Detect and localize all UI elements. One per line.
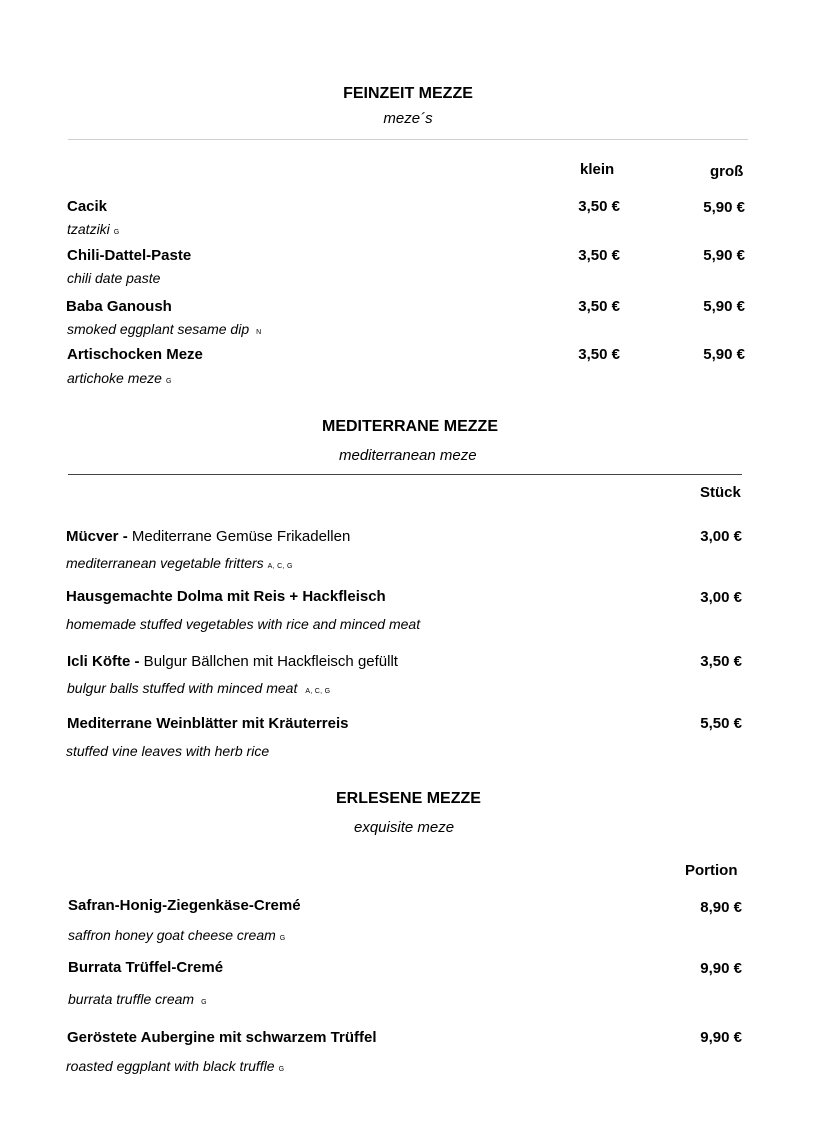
allergen-codes: G <box>165 378 172 385</box>
menu-item-description: homemade stuffed vegetables with rice and minced meat <box>66 616 421 632</box>
menu-item-name: Mücver - Mediterrane Gemüse Frikadellen <box>66 528 351 545</box>
price-small: 3,50 € <box>578 346 620 363</box>
price: 5,50 € <box>700 715 742 732</box>
menu-item-description: roasted eggplant with black truffle G <box>66 1058 285 1074</box>
menu-item-name: Baba Ganoush <box>66 298 172 315</box>
menu-item-description: burrata truffle cream G <box>68 991 207 1007</box>
allergen-codes: N <box>256 329 262 336</box>
allergen-codes: G <box>113 229 120 236</box>
allergen-codes: A, C, G <box>267 563 293 570</box>
section-title-feinzeit: FEINZEIT MEZZE <box>343 85 473 102</box>
column-header-small: klein <box>580 161 615 178</box>
menu-item-name: Burrata Trüffel-Cremé <box>68 959 224 976</box>
menu-item-name: Artischocken Meze <box>67 346 203 363</box>
price-small: 3,50 € <box>578 198 620 215</box>
price-large: 5,90 € <box>703 346 745 363</box>
menu-item-name: Icli Köfte - Bulgur Bällchen mit Hackfleisch gefüllt <box>67 653 398 670</box>
column-header-portion: Portion <box>685 862 738 879</box>
menu-item-name: Geröstete Aubergine mit schwarzem Trüffel <box>67 1029 377 1046</box>
menu-item-description: tzatziki G <box>67 221 120 237</box>
allergen-codes: G <box>279 935 286 942</box>
menu-item-description: smoked eggplant sesame dip N <box>67 321 262 337</box>
menu-item-name: Safran-Honig-Ziegenkäse-Cremé <box>68 897 301 914</box>
price: 8,90 € <box>700 899 742 916</box>
price-small: 3,50 € <box>578 247 620 264</box>
menu-item-description: bulgur balls stuffed with minced meat A, C, G <box>67 680 331 696</box>
menu-item-description: stuffed vine leaves with herb rice <box>66 743 270 759</box>
price-large: 5,90 € <box>703 298 745 315</box>
price-large: 5,90 € <box>703 199 745 216</box>
price: 3,00 € <box>700 528 742 545</box>
column-header-piece: Stück <box>700 484 741 501</box>
section-title-erlesene: ERLESENE MEZZE <box>336 790 481 807</box>
allergen-codes: A, C, G <box>305 688 331 695</box>
divider <box>68 139 748 140</box>
section-subtitle-mediterrane: mediterranean meze <box>339 447 477 464</box>
allergen-codes: G <box>278 1066 285 1073</box>
menu-item-description: artichoke meze G <box>67 370 172 386</box>
menu-item-name: Chili-Dattel-Paste <box>67 247 192 264</box>
section-title-mediterrane: MEDITERRANE MEZZE <box>322 418 498 435</box>
price: 3,50 € <box>700 653 742 670</box>
menu-item-description: mediterranean vegetable fritters A, C, G <box>66 555 293 571</box>
menu-item-name: Mediterrane Weinblätter mit Kräuterreis <box>67 715 349 732</box>
price: 9,90 € <box>700 960 742 977</box>
price-large: 5,90 € <box>703 247 745 264</box>
menu-item-description: saffron honey goat cheese cream G <box>68 927 286 943</box>
price: 3,00 € <box>700 589 742 606</box>
menu-item-description: chili date paste <box>67 270 161 286</box>
allergen-codes: G <box>201 999 207 1006</box>
price: 9,90 € <box>700 1029 742 1046</box>
section-subtitle-erlesene: exquisite meze <box>354 819 455 836</box>
menu-item-name: Hausgemachte Dolma mit Reis + Hackfleisch <box>66 588 386 605</box>
column-header-large: groß <box>710 163 744 180</box>
section-subtitle-feinzeit: meze´s <box>383 110 433 127</box>
price-small: 3,50 € <box>578 298 620 315</box>
menu-item-name: Cacik <box>67 198 108 215</box>
divider <box>68 474 742 475</box>
